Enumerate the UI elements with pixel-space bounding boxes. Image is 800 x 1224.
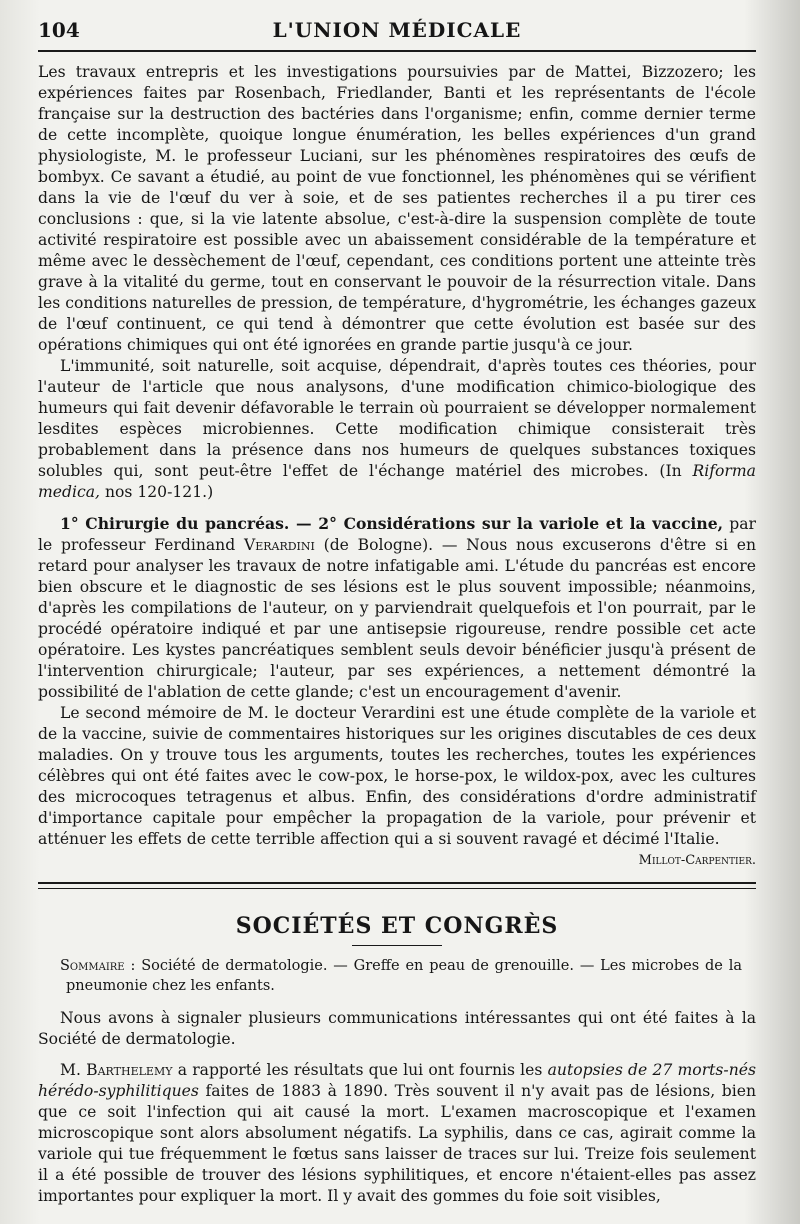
paragraph-pancreas: [38, 513, 756, 703]
author-name: Verardini: [243, 536, 315, 554]
barthelemy-text: faites de 1883 à 1890. Très souvent il n'y avait pas de lésions, bien que ce soit l'infection qui ait causé la mort. L'examen macroscopique et l'examen microscopique sont alors absolument négatifs. La syphilis, dans ce cas, agirait comme la variole qui tue fréquemment le fœtus sans laisser de traces sur lui. Treize fois seulement il a été possible de trouver des lésions syphilitiques, et encore n'étaient-elles pas assez importantes pour expliquer la mort. Il y avait des gommes du foie soit visibles,: [38, 1082, 756, 1205]
journal-citation: Riforma medica,: [38, 462, 756, 501]
citation-numbers: nos 120-121.): [104, 483, 214, 501]
journal-title: L'UNION MÉDICALE: [272, 18, 522, 42]
article-heading: 1° Chirurgie du pancréas. — 2° Considérations sur la variole et la vaccine,: [60, 514, 724, 533]
section-summary: [38, 956, 756, 996]
section-intro: Nous avons à signaler plusieurs communications intéressantes qui ont été faites à la Société de dermatologie.: [38, 1009, 756, 1048]
summary-label: Sommaire: [60, 958, 125, 974]
summary-text: : Société de dermatologie. — Greffe en peau de grenouille. — Les microbes de la pneumonie chez les enfants.: [66, 958, 743, 994]
header-rule: [38, 50, 756, 52]
spacer: [38, 503, 756, 513]
paragraph-immunite: [38, 356, 756, 503]
pancreas-byline: par le professeur Ferdinand: [38, 515, 756, 554]
paragraph-barthelemy: [38, 1060, 756, 1207]
running-header: [38, 14, 756, 44]
paragraph-second-memoire: Le second mémoire de M. le docteur Verardini est une étude complète de la variole et de la vaccine, suivie de commentaires historiques sur les origines discutables de ces deux maladies. On y trouve tous les arguments, toutes les recherches, toutes les expériences célèbres qui ont été faites avec le cow-pox, le horse-pox, le wildox-pox, avec les cultures des microcoques tetragenus et albus. Enfin, des considérations d'ordre administratif d'importance capitale pour empêcher la propagation de la variole, pour prévenir et atténuer les effets de cette terrible affection qui a si souvent ravagé et décimé l'Italie.: [38, 704, 756, 848]
barthelemy-name: Barthelemy: [86, 1061, 173, 1079]
immunite-text: L'immunité, soit naturelle, soit acquise, dépendrait, d'après toutes ces théories, pour l'auteur de l'article que nous analysons, d'une modification chimico-biologique des humeurs qui fait devenir défavorable le terrain où pourraient se développer normalement lesdites espèces microbiennes. Cette modification chimique consisterait très probablement dans la présence dans nos humeurs de quelques substances toxiques solubles qui, sont peut-être l'effet de l'échange matériel des microbes. (In: [38, 357, 756, 480]
paragraph-travaux: Les travaux entrepris et les investigations poursuivies par de Mattei, Bizzozero; les expériences faites par Rosenbach, Friedlander, Banti et les représentants de l'école française sur la destruction des bactéries dans l'organisme; enfin, comme dernier terme de cette incomplète, quoique longue énumération, les belles expériences d'un grand physiologiste, M. le professeur Luciani, sur les phénomènes respiratoires des œufs de bombyx. Ce savant a étudié, au point de vue fonctionnel, les phénomènes qui se vérifient dans la vie de l'œuf du ver à soie, et de ses patientes recherches il a pu tirer ces conclusions : que, si la vie latente absolue, c'est-à-dire la suspension complète de toute activité respiratoire est possible avec un abaissement considérable de la température et même avec le dessèchement de l'œuf, cependant, ces conditions portent une atteinte très grave à la vitalité du germe, tout en conservant le pouvoir de la résurrection vitale. Dans les conditions naturelles de pression, de température, d'hygrométrie, les échanges gazeux de l'œuf continuent, ce qui tend à démontrer que cette évolution est basée sur des opérations chimiques qui ont été ignorées en grande partie jusqu'à ce jour.: [38, 63, 756, 354]
section-title: SOCIÉTÉS ET CONGRÈS: [235, 913, 559, 939]
spacer: [38, 1050, 756, 1060]
barthelemy-italic: autopsies de 27 morts-nés hérédo-syphilitiques: [38, 1061, 756, 1100]
pancreas-text: (de Bologne). — Nous nous excuserons d'être si en retard pour analyser les travaux de notre infatigable ami. L'étude du pancréas est encore bien obscure et le diagnostic de ses lésions est le plus souvent impossible; néanmoins, d'après les compilations de l'auteur, on y parviendrait quelquefois et l'on pourrait, par le procédé opératoire indiqué et par une antisepsie rigoureuse, rendre possible cet acte opératoire. Les kystes pancréatiques semblent seuls devoir bénéficier jusqu'à présent de l'intervention chirurgicale; l'auteur, par ses expériences, a nettement démontré la possibilité de l'ablation de cette glande; c'est un encouragement d'avenir.: [38, 536, 756, 701]
signature-name: Millot-Carpentier.: [638, 853, 756, 868]
barthelemy-mid: a rapporté les résultats que lui ont fournis les: [177, 1061, 543, 1079]
page-number: 104: [38, 18, 80, 42]
title-rule: [352, 945, 442, 946]
barthelemy-prefix: M.: [60, 1061, 81, 1079]
signature: [38, 852, 756, 870]
section-divider: [38, 882, 756, 889]
